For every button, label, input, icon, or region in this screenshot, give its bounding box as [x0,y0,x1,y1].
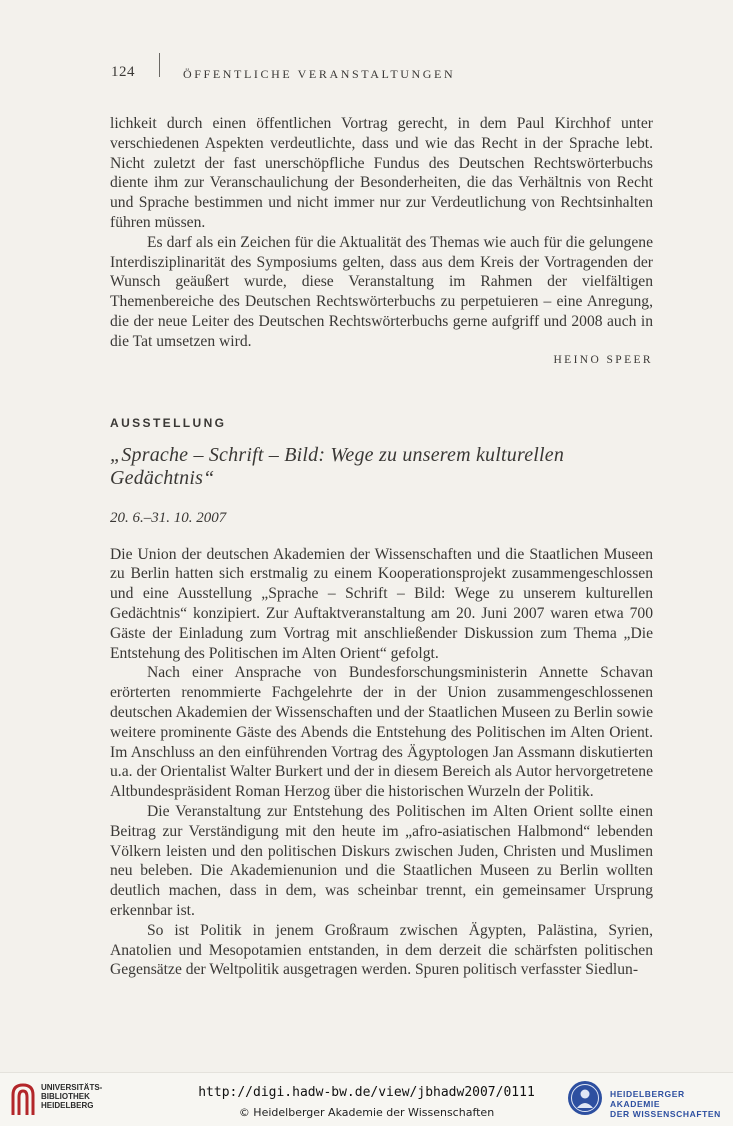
library-name-line: BIBLIOTHEK [41,1092,90,1101]
article-paragraph-1: lichkeit durch einen öffentlichen Vortrag gerecht, in dem Paul Kirchhof unter verschiedenen Aspekten verdeutlichte, dass und wie das Recht in der Sprache lebt. Nicht zuletzt der fast unerschöpfliche Fundus des Deutschen Rechtswörterbuchs diente ihm zur Veranschaulichung der Besonderheiten, die das Verhältnis von Recht und Sprache bestimmen und nicht immer nur zur Verdeutlichung von Rechtsinhalten führen müssen. [110,115,653,231]
academy-seal-icon [566,1079,604,1117]
academy-name-line: DER WISSENSCHAFTEN [610,1109,721,1119]
section-label: AUSSTELLUNG [110,415,227,430]
article-paragraph-2: Es darf als ein Zeichen für die Aktualität des Themas wie auch für die gelungene Interdisziplinarität des Symposiums gelten, dass aus dem Kreis der Vortragenden der Wunsch geäußert wurde, diese Veranstaltung im Rahmen der vielfältigen Themenbereiche des Deutschen Rechtswörterbuchs zu perpetuieren – eine Anregung, die der neue Leiter des Deutschen Rechtswörterbuchs gerne aufgriff und 2008 auch in die Tat umsetzen wird. [110,233,653,350]
exhibition-paragraph-4: So ist Politik in jenem Großraum zwischen Ägypten, Palästina, Syrien, Anatolien und Mesopotamien entstanden, in dem derzeit die schärfsten politischen Gegensätze der Weltpolitik ausgetragen werden. Spuren politisch verfasster Siedlun- [110,921,653,979]
academy-name [610,1089,733,1119]
exhibition-date: 20. 6.–31. 10. 2007 [110,509,227,526]
exhibition-paragraph-1: Die Union der deutschen Akademien der Wissenschaften und die Staatlichen Museen zu Berlin hatten sich erstmalig zu einem Kooperationsprojekt zusammengeschlossen und eine Ausstellung „Sprache – Schrift – Bild: Wege zu unserem kulturellen Gedächtnis“ konzipiert. Zur Auftaktveranstaltung am 20. Juni 2007 waren etwa 700 Gäste der Einladung zum Vortrag mit anschließender Diskussion zum Thema „Die Entstehung des Politischen im Alten Orient“ gefolgt. [110,545,653,662]
library-name-line: UNIVERSITÄTS- [41,1083,103,1092]
academy-name-line: HEIDELBERGER AKADEMIE [610,1089,685,1109]
header-divider [159,53,160,77]
exhibition-title: „Sprache – Schrift – Bild: Wege zu unserem kulturellen Gedächtnis“ [110,443,565,489]
permalink-url[interactable]: http://digi.hadw-bw.de/view/jbhadw2007/0111 [198,1085,535,1100]
article-author: HEINO SPEER [553,353,653,366]
page-header [0,0,733,100]
digitization-footer [0,1072,733,1126]
running-head: ÖFFENTLICHE VERANSTALTUNGEN [183,67,456,81]
exhibition-paragraph-3: Die Veranstaltung zur Entstehung des Politischen im Alten Orient sollte einen Beitrag zur Verständigung mit den heute im „afro-asiatischen Halbmond“ lebenden Völkern leisten und den politischen Diskurs zwischen Juden, Christen und Muslimen neu beleben. Die Akademienunion und die Staatlichen Museen zu Berlin wollten deutlich machen, dass in dem, was scheinbar trennt, ein gemeinsamer Ursprung erkennbar ist. [110,802,653,919]
exhibition-paragraph-2: Nach einer Ansprache von Bundesforschungsministerin Annette Schavan erörterten renommierte Fachgelehrte der in der Union zusammengeschlossenen deutschen Akademien der Wissenschaften und der Staatlichen Museen zu Berlin sowie weitere prominente Gäste des Abends die Entstehung des Politischen im Alten Orient. Im Anschluss an den einführenden Vortrag des Ägyptologen Jan Assmann diskutierten u.a. der Orientalist Walter Burkert und der in diesem Bereich als Autor hervorgetretene Altbundespräsident Roman Herzog über die historischen Wurzeln der Politik. [110,664,653,801]
library-name-line: HEIDELBERG [41,1101,94,1110]
page-body [110,114,653,980]
copyright-notice: © Heidelberger Akademie der Wissenschaften [238,1106,495,1119]
page-number: 124 [111,64,135,80]
